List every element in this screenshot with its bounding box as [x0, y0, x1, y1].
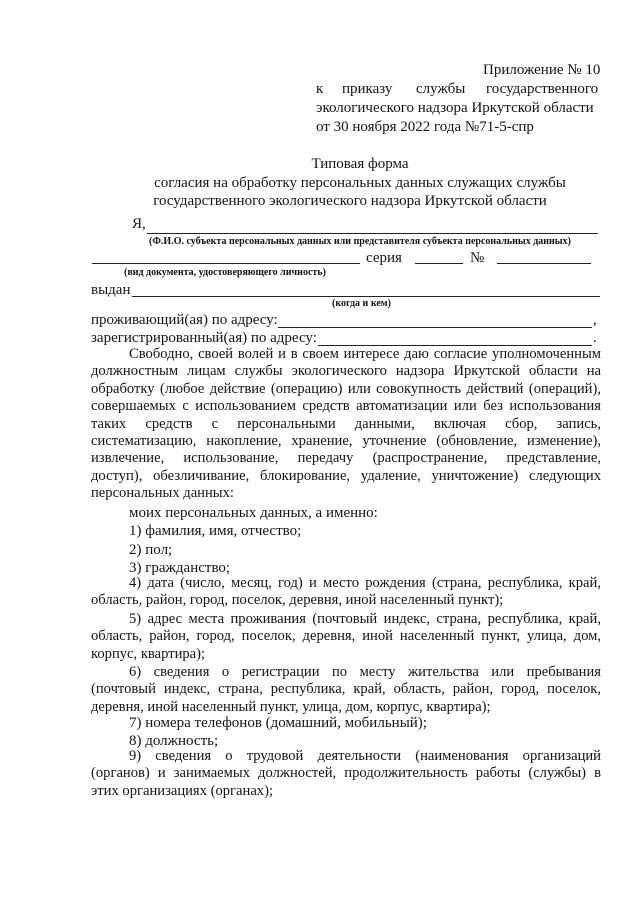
list-item-line: (почтовый индекс, страна, республика, край, область, район, город, поселок,: [91, 681, 601, 698]
number-label: №: [470, 250, 485, 266]
fio-hint: (Ф.И.О. субъекта персональных данных или представителя субъекта персональных данных): [149, 236, 571, 247]
consent-paragraph: [91, 346, 601, 503]
paragraph-line: совершаемых с использованием средств автоматизации или без использования: [91, 398, 601, 415]
paragraph-line: должностным лицам службы экологического надзора Иркутской области на: [91, 363, 601, 380]
list-item: [91, 664, 601, 716]
vydan-label: выдан: [91, 282, 131, 298]
residence-comma: ,: [593, 312, 597, 328]
list-item-line: область, район, город, поселок, деревня, иной населенный пункт, улица, дом,: [91, 628, 601, 645]
personal-data-intro: моих персональных данных, а именно:: [129, 505, 378, 521]
list-item: 8) должность;: [129, 733, 219, 749]
form-subtitle-line1: согласия на обработку персональных данных служащих службы: [154, 175, 566, 191]
order-ref-state: государственного: [486, 81, 599, 97]
order-ref-prikazu: приказу: [342, 81, 393, 97]
order-ref-sluzhby: службы: [416, 81, 466, 97]
paragraph-line: извлечение, использование, передачу (распространение, представление,: [91, 450, 601, 467]
document-type-input-line[interactable]: [92, 263, 360, 264]
list-item: [91, 575, 601, 610]
paragraph-line: Свободно, своей волей и в своем интересе даю согласие уполномоченным: [129, 346, 601, 362]
list-item: [91, 748, 601, 800]
paragraph-line: доступ), обезличивание, блокирование, удаление, уничтожение) следующих: [91, 467, 601, 484]
fio-input-line[interactable]: [147, 233, 598, 234]
list-item-line: 6) сведения о регистрации по месту жительства или пребывания: [129, 664, 601, 680]
list-item-line: 4) дата (число, месяц, год) и место рождения (страна, республика, край,: [129, 575, 601, 591]
form-subtitle-line2: государственного экологического надзора Иркутской области: [153, 193, 547, 209]
vydan-input-line[interactable]: [132, 296, 600, 297]
list-item-line: этих организациях (органах);: [91, 782, 274, 799]
vydan-hint: (когда и кем): [332, 298, 391, 309]
list-item-line: деревня, иной населенный пункт, улица, дом, корпус, квартира);: [91, 698, 491, 715]
document-hint: (вид документа, удостоверяющего личность): [124, 267, 326, 278]
paragraph-line: таких средств с персональными данными, включая сбор, запись,: [91, 415, 601, 432]
ya-label: Я,: [132, 216, 146, 232]
registration-dot: .: [593, 330, 597, 346]
registration-label: зарегистрированный(ая) по адресу:: [91, 330, 317, 346]
list-item-line: (органов) и занимаемых должностей, продолжительность работы (службы) в: [91, 765, 601, 782]
order-ref-date: от 30 ноября 2022 года №71-5-спр: [316, 119, 534, 135]
paragraph-line: систематизацию, накопление, хранение, уточнение (обновление, изменение),: [91, 433, 601, 450]
paragraph-line: персональных данных:: [91, 485, 234, 502]
list-item: 3) гражданство;: [129, 560, 231, 576]
appendix-number: Приложение № 10: [483, 62, 601, 78]
list-item-line: область, район, город, поселок, деревня, иной населенный пункт);: [91, 592, 504, 609]
seriya-label: серия: [366, 250, 402, 266]
list-item: 1) фамилия, имя, отчество;: [129, 523, 302, 539]
number-input-line[interactable]: [497, 263, 591, 264]
list-item-line: корпус, квартира);: [91, 645, 206, 662]
residence-label: проживающий(ая) по адресу:: [91, 312, 278, 328]
form-title: Типовая форма: [311, 156, 409, 172]
list-item-line: 5) адрес места проживания (почтовый индекс, страна, республика, край,: [129, 611, 601, 627]
residence-input-line[interactable]: [278, 327, 592, 328]
list-item: [91, 611, 601, 663]
order-ref-k: к: [316, 81, 324, 97]
paragraph-line: обработку (любое действие (операцию) или совокупность действий (операций),: [91, 380, 601, 397]
list-item: 2) пол;: [129, 542, 173, 558]
list-item-line: 9) сведения о трудовой деятельности (наименования организаций: [129, 748, 601, 764]
list-item: 7) номера телефонов (домашний, мобильный);: [129, 715, 427, 731]
order-ref-agency: экологического надзора Иркутской области: [316, 100, 594, 116]
seriya-input-line[interactable]: [415, 263, 463, 264]
